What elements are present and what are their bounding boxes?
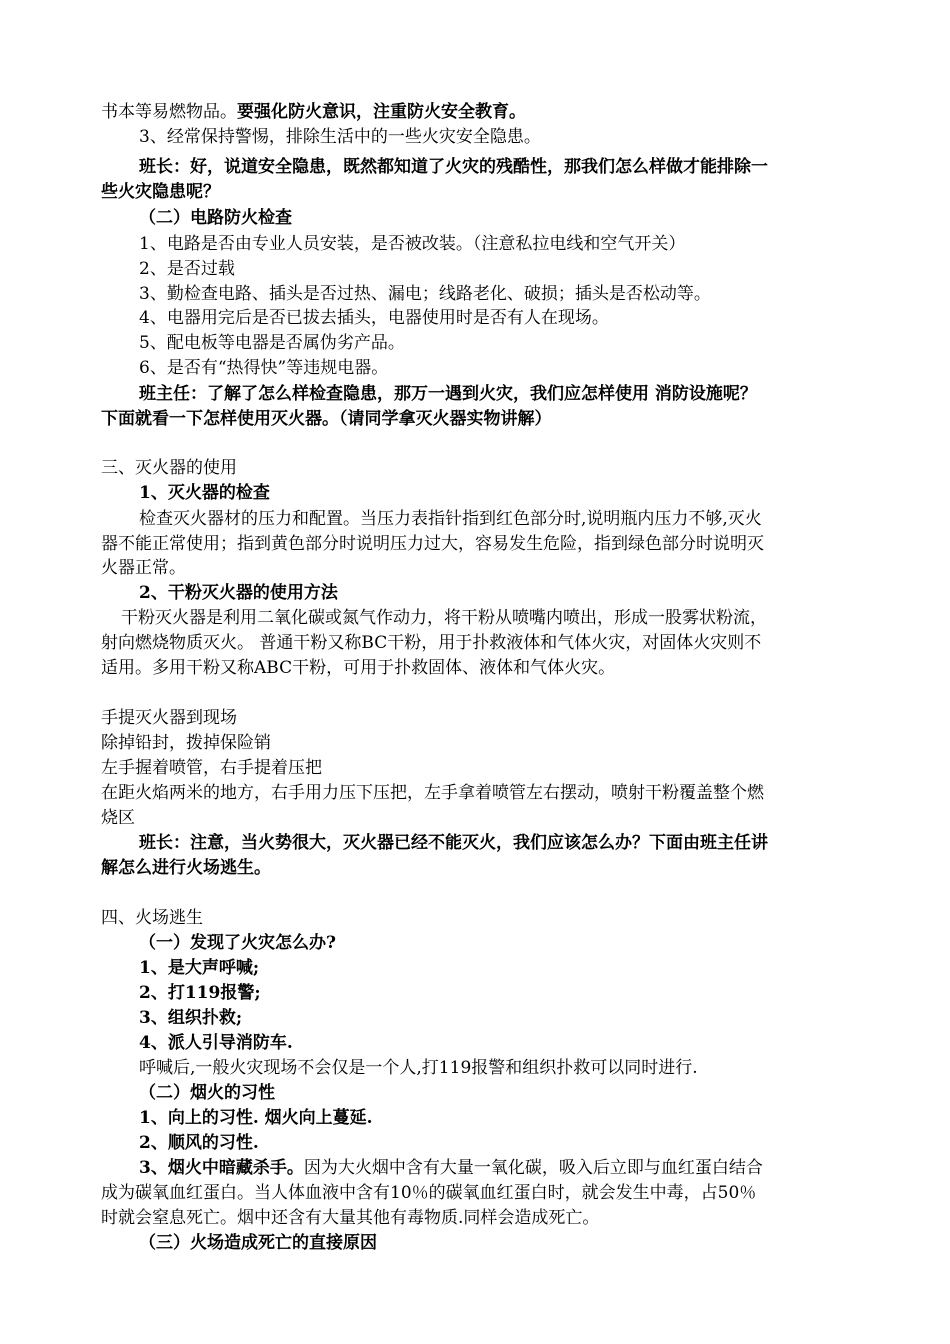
dialogue-line: 解怎么进行火场逃生。 (101, 858, 271, 878)
dialogue-line: 班主任：了解了怎么样检查隐患，那万一遇到火灾，我们应怎样使用 消防设施呢？ (139, 384, 757, 404)
paragraph-line: 检查灭火器材的压力和配置。当压力表指针指到红色部分时,说明瓶内压力不够,灭火 (139, 509, 762, 529)
list-item: 6、是否有“热得快”等违规电器。 (139, 358, 389, 378)
dialogue-line: 班长：好，说道安全隐患，既然都知道了火灾的残酷性，那我们怎么样做才能排除一 (139, 157, 768, 177)
paragraph-line: 适用。多用干粉又称ABC干粉，可用于扑救固体、液体和气体火灾。 (101, 658, 616, 678)
section-heading: （二）电路防火检查 (139, 208, 292, 228)
list-item: 3、勤检查电路、插头是否过热、漏电；线路老化、破损；插头是否松动等。 (139, 284, 711, 304)
step-line: 左手握着喷管，右手提着压把 (101, 758, 322, 778)
paragraph-line: 时就会窒息死亡。烟中还含有大量其他有毒物质.同样会造成死亡。 (101, 1208, 600, 1228)
list-item: 2、顺风的习性. (139, 1133, 259, 1153)
paragraph-line: 3、经常保持警惕，排除生活中的一些火灾安全隐患。 (139, 127, 541, 147)
subsection-heading: 2、干粉灭火器的使用方法 (139, 583, 338, 603)
paragraph-line: 射向燃烧物质灭火。 普通干粉又称BC干粉，用于扑救液体和气体火灾，对固体火灾则不 (101, 633, 762, 653)
step-line: 烧区 (101, 808, 135, 828)
step-line: 除掉铅封，拨掉保险销 (101, 733, 271, 753)
subsection-heading: （一）发现了火灾怎么办? (139, 933, 336, 953)
list-item: 4、派人引导消防车. (139, 1033, 293, 1053)
paragraph-line: 干粉灭火器是利用二氧化碳或氮气作动力，将干粉从喷嘴内喷出，形成一股雾状粉流， (121, 608, 767, 628)
subsection-heading: （三）火场造成死亡的直接原因 (139, 1233, 377, 1253)
list-item: 5、配电板等电器是否属伪劣产品。 (139, 333, 405, 353)
list-item: 1、是大声呼喊; (139, 958, 260, 978)
dialogue-line: 些火灾隐患呢？ (101, 182, 220, 202)
list-item: 1、电路是否由专业人员安装，是否被改装。（注意私拉电线和空气开关） (139, 234, 686, 254)
dialogue-line: 下面就看一下怎样使用灭火器。（请同学拿灭火器实物讲解） (101, 409, 552, 429)
text-run: 书本等易燃物品。 (101, 102, 237, 122)
list-item: 4、电器用完后是否已拔去插头，电器使用时是否有人在现场。 (139, 308, 609, 328)
dialogue-line: 班长：注意，当火势很大，灭火器已经不能灭火，我们应该怎么办？下面由班主任讲 (139, 833, 768, 853)
list-item: 3、组织扑救; (139, 1008, 243, 1028)
subsection-heading: （二）烟火的习性 (139, 1083, 275, 1103)
list-item: 1、向上的习性. 烟火向上蔓延. (139, 1108, 373, 1128)
text-run: 因为大火烟中含有大量一氧化碳，吸入后立即与血红蛋白结合 (303, 1158, 763, 1178)
step-line: 在距火焰两米的地方，右手用力压下压把，左手拿着喷管左右摆动，喷射干粉覆盖整个燃 (101, 783, 764, 803)
step-line: 手提灭火器到现场 (101, 708, 237, 728)
section-heading: 三、灭火器的使用 (101, 458, 237, 478)
paragraph-line: 成为碳氧血红蛋白。当人体血液中含有10％的碳氧血红蛋白时，就会发生中毒，占50％ (101, 1183, 757, 1203)
bold-text-run: 3、烟火中暗藏杀手。 (139, 1158, 304, 1178)
paragraph-line: 火器正常。 (101, 558, 186, 578)
list-item: 2、是否过载 (139, 259, 235, 279)
bold-text-run: 要强化防火意识，注重防火安全教育。 (237, 102, 526, 122)
paragraph-line: 器不能正常使用；指到黄色部分时说明压力过大，容易发生危险，指到绿色部分时说明灭 (101, 534, 764, 554)
section-heading: 四、火场逃生 (101, 908, 203, 928)
list-item: 2、打119报警; (139, 983, 261, 1003)
paragraph-line (101, 100, 526, 124)
paragraph-line (139, 1156, 763, 1180)
paragraph-line: 呼喊后,一般火灾现场不会仅是一个人,打119报警和组织扑救可以同时进行. (139, 1058, 698, 1078)
subsection-heading: 1、灭火器的检查 (139, 483, 270, 503)
